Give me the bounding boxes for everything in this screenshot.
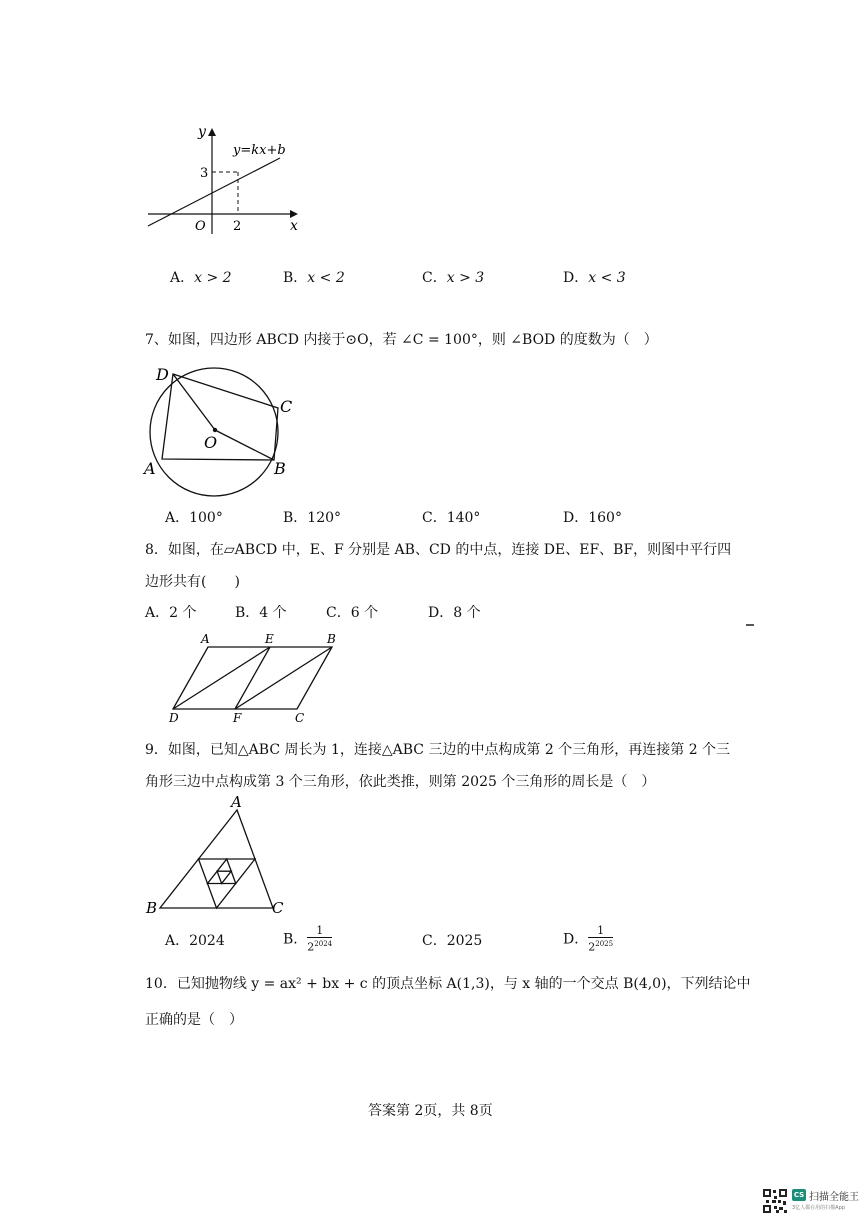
q9-option-b: B． $\frac{1}{2^{2024}}$ xyxy=(283,924,333,954)
q8-option-b: B．4 个 xyxy=(235,605,287,621)
q6-option-d: D．x < 3 xyxy=(563,270,626,286)
segment-ob xyxy=(215,430,274,460)
q6-option-b: B．x < 2 xyxy=(283,270,345,286)
q8-stem-line2: 边形共有( ) xyxy=(145,574,240,590)
scanner-sub: 3亿人都在用的扫描App xyxy=(792,1205,845,1211)
q7-option-d: D．160° xyxy=(563,510,622,526)
label-d: D xyxy=(156,365,169,384)
label-o: O xyxy=(204,433,218,452)
q9-stem-line2: 角形三边中点构成第 3 个三角形，依此类推，则第 2025 个三角形的周长是（ ） xyxy=(145,774,656,790)
line-label: y=kx+b xyxy=(233,143,286,158)
q9-option-c: C．2025 xyxy=(422,933,483,949)
origin-label: O xyxy=(195,219,206,234)
page-footer: 答案第 2页，共 8页 xyxy=(368,1103,493,1119)
q8-option-a: A．2 个 xyxy=(145,605,197,621)
segment-bf xyxy=(235,647,332,709)
label-b: B xyxy=(274,459,286,478)
q7-option-b: B．120° xyxy=(283,510,342,526)
y-label: y xyxy=(198,124,206,140)
q10-stem-line1: 10．已知抛物线 y = ax² + bx + c 的顶点坐标 A(1,3)，与 x 轴的一个交点 B(4,0)，下列结论中 xyxy=(145,976,751,992)
q9-option-d: D． $\frac{1}{2^{2025}}$ xyxy=(563,924,614,954)
segment-do xyxy=(173,374,215,430)
label-a: A xyxy=(144,459,156,478)
label-c: C xyxy=(295,711,305,725)
q8-option-d: D．8 个 xyxy=(428,605,481,621)
qr-code-icon xyxy=(762,1188,788,1214)
q8-stem-line1: 8．如图，在▱ABCD 中，E、F 分别是 AB、CD 的中点，连接 DE、EF、BF，则图中平行四 xyxy=(145,542,732,558)
q10-stem-line2: 正确的是（ ） xyxy=(145,1012,243,1028)
scanner-brand: 扫描全能王 xyxy=(809,1192,859,1203)
q9-stem-line1: 9．如图，已知△ABC 周长为 1，连接△ABC 三边的中点构成第 2 个三角形，再连接第 2 个三 xyxy=(145,742,731,758)
segment-de xyxy=(173,647,270,709)
q7-figure xyxy=(140,362,300,504)
q7-stem: 7、如图，四边形 ABCD 内接于⊙O，若 ∠C = 100°，则 ∠BOD 的度数为（ ） xyxy=(145,332,658,348)
scanner-badge xyxy=(760,1180,860,1224)
q9-figure xyxy=(140,795,290,920)
center-point xyxy=(213,428,217,432)
q6-option-a: A．x > 2 xyxy=(170,270,232,286)
q6-graph xyxy=(140,122,310,237)
y-axis-arrow xyxy=(208,128,216,136)
x-label: x xyxy=(290,218,298,234)
x-tick-label: 2 xyxy=(233,219,242,234)
quadrilateral-abcd xyxy=(162,374,278,460)
label-b: B xyxy=(327,632,336,646)
label-f: F xyxy=(233,711,242,725)
q7-option-a: A．100° xyxy=(165,510,223,526)
label-a: A xyxy=(231,795,242,811)
x-axis-arrow xyxy=(290,210,298,218)
q9-option-a: A．2024 xyxy=(165,933,225,949)
q8-option-c: C．6 个 xyxy=(326,605,379,621)
label-c: C xyxy=(280,397,293,416)
q8-figure xyxy=(165,630,345,726)
label-a: A xyxy=(201,632,210,646)
line-graph xyxy=(148,158,280,226)
triangle-4 xyxy=(217,871,231,883)
q7-option-c: C．140° xyxy=(422,510,481,526)
y-tick-label: 3 xyxy=(200,166,209,181)
q6-option-c: C．x > 3 xyxy=(422,270,485,286)
margin-mark xyxy=(746,624,754,626)
segment-ef xyxy=(235,647,270,709)
label-e: E xyxy=(265,632,274,646)
label-c: C xyxy=(272,899,284,917)
cs-logo-icon: CS xyxy=(793,1191,805,1199)
label-d: D xyxy=(169,711,179,725)
label-b: B xyxy=(146,899,158,917)
